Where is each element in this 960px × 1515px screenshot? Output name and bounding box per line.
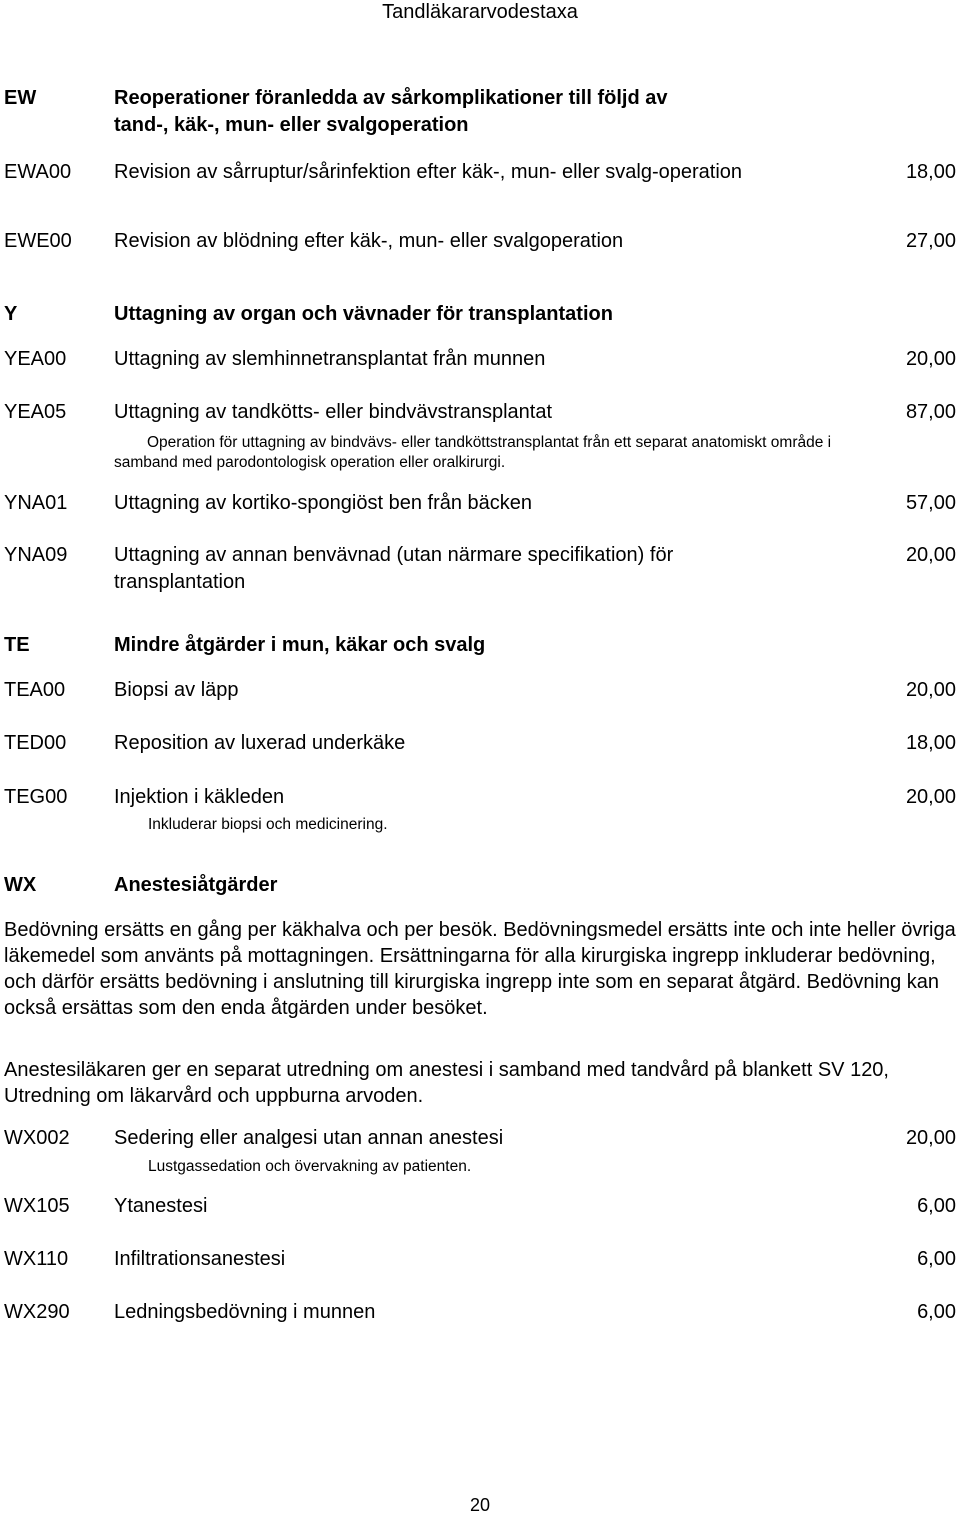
section-title: Reoperationer föranledda av sårkomplikationer till följd av tand-, käk-, mun- eller svalgoperation — [114, 87, 668, 136]
fee-description: Ytanestesi — [114, 1195, 208, 1217]
fee-description: Uttagning av annan benvävnad (utan närmare specifikation) för transplantation — [114, 544, 674, 593]
section-code: Y — [4, 303, 18, 325]
fee-code: YEA00 — [4, 348, 67, 370]
fee-description: Ledningsbedövning i munnen — [114, 1301, 376, 1323]
fee-description: Revision av sårruptur/sårinfektion efter käk-, mun- eller svalg-operation — [114, 161, 743, 183]
section-code: EW — [4, 87, 37, 109]
section-code: WX — [4, 874, 37, 896]
fee-price: 20,00 — [905, 786, 956, 808]
fee-description: Uttagning av tandkötts- eller bindvävstransplantat — [114, 401, 553, 423]
fee-price: 20,00 — [905, 679, 956, 701]
fee-code: WX105 — [4, 1195, 70, 1217]
fee-description: Sedering eller analgesi utan annan anestesi — [114, 1127, 504, 1149]
fee-price: 6,00 — [917, 1248, 956, 1270]
fee-code: EWA00 — [4, 161, 72, 183]
fee-code: WX002 — [4, 1127, 70, 1149]
fee-code: WX110 — [4, 1248, 69, 1270]
fee-description: Uttagning av slemhinnetransplantat från munnen — [114, 348, 546, 370]
anesthesia-info-paragraph: Bedövning ersätts en gång per käkhalva och per besök. Bedövningsmedel ersätts inte och inte heller övriga läkemedel som använts på mottagningen. Ersättningarna för alla kirurgiska ingrepp inkluderar bedövning, och därför ersätts bedövning i anslutning till kirurgiska ingrepp inte som en separat åtgärd. Bedövning kan också ersättas som den enda åtgärden under besöket. — [4, 919, 956, 1019]
fee-code: YNA01 — [4, 492, 68, 514]
section-code: TE — [4, 634, 30, 656]
page-header: Tandläkararvodestaxa — [382, 1, 578, 23]
section-title: Uttagning av organ och vävnader för transplantation — [114, 303, 613, 325]
fee-price: 57,00 — [905, 492, 956, 514]
fee-description: Infiltrationsanestesi — [114, 1248, 286, 1270]
fee-price: 18,00 — [905, 732, 956, 754]
fee-price: 18,00 — [905, 161, 956, 183]
fee-price: 20,00 — [905, 1127, 956, 1149]
fee-description: Biopsi av läpp — [114, 679, 239, 701]
fee-price: 20,00 — [905, 348, 956, 370]
fee-code: TEA00 — [4, 679, 66, 701]
section-title: Anestesiåtgärder — [114, 874, 278, 896]
fee-code: YEA05 — [4, 401, 67, 423]
fee-description: Injektion i käkleden — [114, 786, 285, 808]
fee-price: 27,00 — [905, 230, 956, 252]
fee-price: 6,00 — [917, 1301, 956, 1323]
fee-price: 87,00 — [905, 401, 956, 423]
fee-note: Lustgassedation och övervakning av patienten. — [148, 1158, 472, 1175]
anesthesia-form-paragraph: Anestesiläkaren ger en separat utredning om anestesi i samband med tandvård på blankett SV 120, Utredning om läkarvård och uppburna arvoden. — [4, 1059, 889, 1107]
fee-code: TEG00 — [4, 786, 68, 808]
fee-code: TED00 — [4, 732, 67, 754]
fee-code: EWE00 — [4, 230, 72, 252]
fee-code: YNA09 — [4, 544, 68, 566]
fee-note: Operation för uttagning av bindvävs- eller tandköttstransplantat från ett separat anatomiskt område i samband med parodontologisk operation eller oralkirurgi. — [114, 434, 832, 471]
fee-description: Revision av blödning efter käk-, mun- eller svalgoperation — [114, 230, 624, 252]
page-number: 20 — [469, 1495, 491, 1515]
fee-price: 6,00 — [917, 1195, 956, 1217]
section-title: Mindre åtgärder i mun, käkar och svalg — [114, 634, 486, 656]
fee-code: WX290 — [4, 1301, 70, 1323]
fee-description: Uttagning av kortiko-spongiöst ben från bäcken — [114, 492, 533, 514]
fee-description: Reposition av luxerad underkäke — [114, 732, 406, 754]
fee-price: 20,00 — [905, 544, 956, 566]
fee-note: Inkluderar biopsi och medicinering. — [148, 816, 388, 833]
